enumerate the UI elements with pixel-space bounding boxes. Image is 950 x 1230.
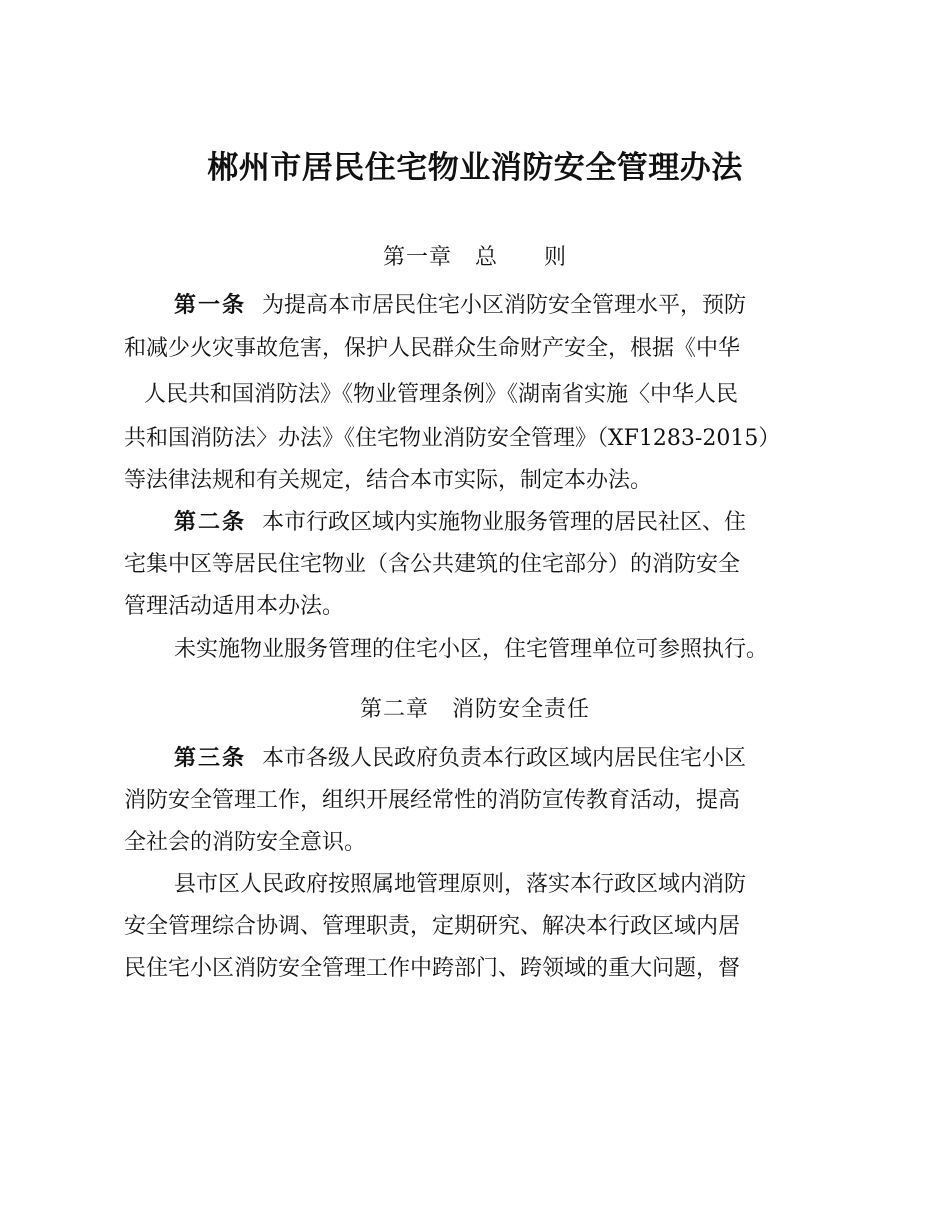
article-2-paragraph-2: 未实施物业服务管理的住宅小区，住宅管理单位可参照执行。 bbox=[174, 637, 769, 662]
article-3-para2-line-2: 安全管理综合协调、管理职责，定期研究、解决本行政区域内居 bbox=[124, 914, 741, 939]
article-3-para2-line-1: 县市区人民政府按照属地管理原则，落实本行政区域内消防 bbox=[174, 872, 747, 897]
article-3-label: 第三条 bbox=[174, 746, 247, 771]
article-2-line-1 bbox=[174, 509, 746, 537]
article-3-line-3: 全社会的消防安全意识。 bbox=[124, 830, 367, 855]
page-title: 郴州市居民住宅物业消防安全管理办法 bbox=[207, 150, 743, 186]
article-2-label: 第二条 bbox=[174, 510, 247, 535]
article-2-line-3: 管理活动适用本办法。 bbox=[124, 594, 345, 619]
article-1-line-1 bbox=[174, 292, 746, 320]
article-3-line-1 bbox=[174, 745, 746, 773]
article-1-line-2: 和减少火灾事故危害，保护人民群众生命财产安全，根据《中华 bbox=[124, 336, 741, 361]
article-3-line-2: 消防安全管理工作，组织开展经常性的消防宣传教育活动，提高 bbox=[124, 788, 741, 813]
article-1-line-5: 等法律法规和有关规定，结合本市实际，制定本办法。 bbox=[124, 468, 653, 493]
chapter-heading-2: 第二章 消防安全责任 bbox=[359, 697, 590, 722]
article-2-text: 本市行政区域内实施物业服务管理的居民社区、住 bbox=[262, 510, 747, 535]
article-1-text: 为提高本市居民住宅小区消防安全管理水平，预防 bbox=[262, 293, 747, 318]
article-1-label: 第一条 bbox=[174, 293, 247, 318]
article-2-line-2: 宅集中区等居民住宅物业（含公共建筑的住宅部分）的消防安全 bbox=[124, 552, 741, 577]
article-3-para2-line-3: 民住宅小区消防安全管理工作中跨部门、跨领域的重大问题，督 bbox=[124, 956, 741, 981]
article-1-line-4: 共和国消防法〉办法》《住宅物业消防安全管理》（XF1283-2015） bbox=[124, 426, 781, 451]
article-1-line-3: 人民共和国消防法》《物业管理条例》《湖南省实施〈中华人民 bbox=[144, 382, 739, 407]
chapter-heading-1: 第一章 总 则 bbox=[382, 245, 567, 270]
article-3-text: 本市各级人民政府负责本行政区域内居民住宅小区 bbox=[262, 746, 747, 771]
